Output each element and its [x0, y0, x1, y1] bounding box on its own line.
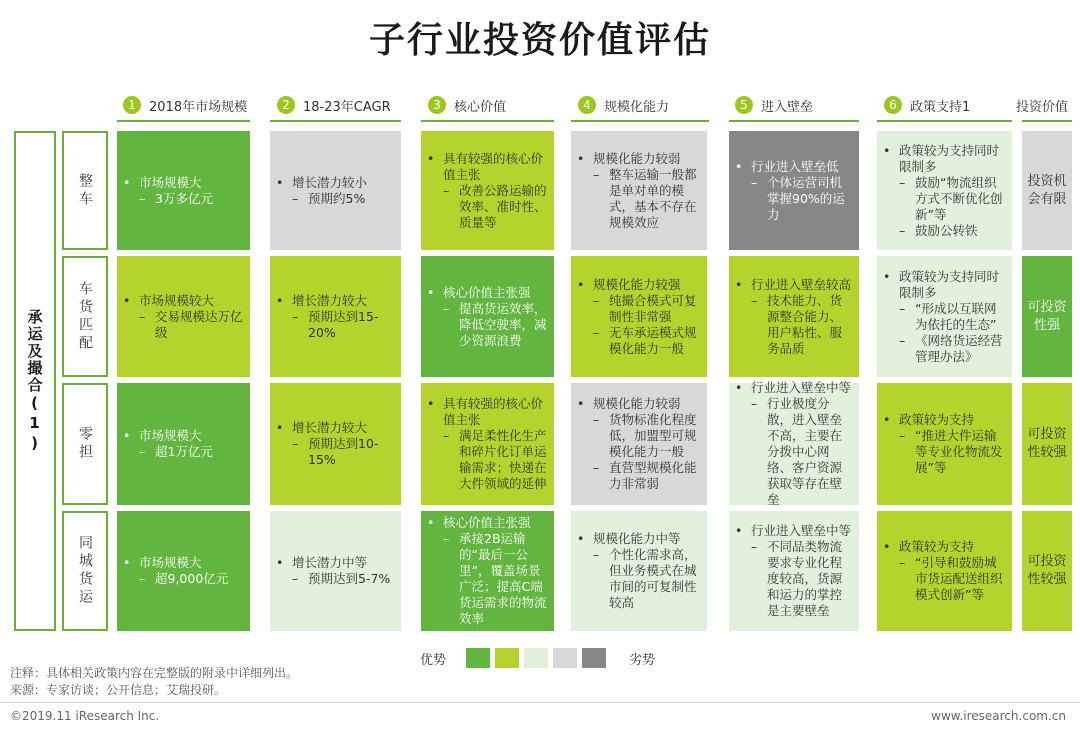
- cell-bullet-sub: [427, 531, 548, 627]
- bullet-dash: –: [443, 531, 450, 546]
- cell-main-text: 行业进入壁垒中等: [751, 523, 852, 538]
- cell-main-text: 政策较为支持: [899, 412, 975, 427]
- cell-bullet-sub: [427, 183, 548, 231]
- cell-main-text: 规模化能力中等: [593, 531, 681, 546]
- cell-main-text: 增长潜力较小: [292, 174, 368, 190]
- cell-bullet-sub: [276, 436, 395, 468]
- cell-main-text: 政策较为支持同时限制多: [899, 268, 1000, 300]
- row-label: 零担: [77, 426, 93, 462]
- assessment-cell: [877, 131, 1012, 250]
- column-header-2: [277, 92, 391, 118]
- cell-sub-text: 交易规模达万亿级: [155, 308, 243, 340]
- assessment-cell: [571, 383, 707, 505]
- legend-swatch-5: [582, 648, 606, 668]
- bullet-dot: •: [883, 268, 891, 284]
- cell-bullet-sub: [883, 428, 1006, 476]
- cell-bullet-main: [276, 555, 395, 571]
- cell-bullet-main: [577, 531, 701, 547]
- cell-bullet-sub: [735, 293, 853, 357]
- investment-value-cell: 可投资性较强: [1022, 511, 1072, 631]
- bullet-dash: –: [443, 182, 450, 198]
- cell-main-text: 市场规模大: [139, 174, 202, 190]
- cell-bullet-main: [883, 143, 1006, 175]
- page-title: 子行业投资价值评估: [368, 20, 711, 61]
- header-underline: [571, 120, 709, 122]
- legend-swatch-2: [495, 648, 519, 668]
- bullet-dash: –: [593, 547, 600, 562]
- bullet-dash: –: [139, 444, 146, 459]
- row-label-box: [62, 131, 108, 250]
- cell-bullet-main: [123, 555, 244, 571]
- column-header-label: 核心价值: [454, 99, 507, 115]
- cell-main-text: 市场规模较大: [139, 292, 215, 308]
- cell-sub-text: “引导和鼓励城市货运配送组织模式创新”等: [915, 555, 1003, 602]
- cell-bullet-sub: [735, 396, 853, 508]
- cell-main-text: 规模化能力较强: [593, 276, 681, 292]
- bullet-dot: •: [735, 276, 743, 292]
- header-underline: [421, 120, 554, 122]
- bullet-dash: –: [899, 428, 906, 443]
- cell-main-text: 增长潜力中等: [292, 555, 368, 570]
- assessment-cell: [421, 383, 554, 505]
- column-header-5: [735, 92, 813, 118]
- cell-sub-text: 不同品类物流要求专业化程度较高，货源和运力的掌控是主要壁垒: [767, 539, 843, 618]
- cell-bullet-sub: [883, 555, 1006, 603]
- cell-sub-text: 无车承运模式规模化能力一般: [609, 324, 697, 356]
- cell-main-text: 核心价值主张强: [443, 284, 531, 300]
- cell-sub-text: 个体运营司机掌握90%的运力: [767, 174, 845, 222]
- bullet-dash: –: [139, 190, 146, 206]
- bullet-dot: •: [276, 420, 284, 435]
- bullet-dash: –: [292, 190, 299, 206]
- assessment-cell: [270, 256, 401, 377]
- cell-sub-text: 超9,000亿元: [155, 571, 229, 586]
- cell-main-text: 规模化能力较弱: [593, 396, 681, 411]
- investment-value-cell: 可投资性强: [1022, 256, 1072, 377]
- cell-bullet-sub: [427, 428, 548, 492]
- column-header-label: 2018年市场规模: [149, 99, 248, 115]
- bullet-dash: –: [899, 174, 906, 190]
- column-number-badge: 4: [578, 96, 596, 114]
- bullet-dot: •: [735, 380, 743, 395]
- column-number-badge: 6: [884, 96, 902, 114]
- row-label-box: [62, 256, 108, 377]
- cell-bullet-sub: [883, 223, 1006, 239]
- cell-bullet-sub: [276, 571, 395, 587]
- cell-bullet-sub: [883, 175, 1006, 223]
- cell-bullet-sub: [577, 412, 701, 460]
- assessment-cell: [729, 380, 859, 507]
- column-header-label: 规模化能力: [604, 99, 670, 115]
- column-header-label: 进入壁垒: [761, 99, 814, 115]
- cell-bullet-sub: [123, 191, 244, 207]
- cell-sub-text: 鼓励“物流组织方式不断优化创新”等: [915, 174, 1003, 222]
- note-text: 注释：具体相关政策内容在完整版的附录中详细列出。: [10, 666, 299, 680]
- bullet-dot: •: [427, 150, 435, 166]
- cell-bullet-main: [883, 539, 1006, 555]
- bullet-dot: •: [276, 555, 284, 570]
- legend-swatch-1: [466, 648, 490, 668]
- cell-bullet-sub: [883, 333, 1006, 365]
- bullet-dash: –: [751, 396, 758, 411]
- column-header-4: [578, 92, 669, 118]
- investment-value-cell: 投资机会有限: [1022, 131, 1072, 250]
- bullet-dot: •: [735, 523, 743, 538]
- cell-main-text: 市场规模大: [139, 555, 202, 570]
- assessment-cell: [729, 256, 859, 377]
- row-label: 同城货运: [77, 535, 93, 607]
- assessment-cell: [117, 383, 250, 505]
- column-header-7: [1016, 92, 1068, 118]
- column-header-3: [428, 92, 506, 118]
- cell-sub-text: 《网络货运经营管理办法》: [915, 332, 1003, 364]
- cell-bullet-main: [276, 293, 395, 309]
- assessment-cell: [117, 131, 250, 250]
- cell-sub-text: 改善公路运输的效率、准时性、质量等: [459, 182, 547, 230]
- assessment-cell: [877, 511, 1012, 631]
- cell-main-text: 核心价值主张强: [443, 515, 531, 530]
- assessment-cell: [270, 511, 401, 631]
- bullet-dash: –: [139, 308, 146, 324]
- cell-bullet-sub: [123, 444, 244, 460]
- column-header-label: 投资价值: [1016, 99, 1069, 115]
- footer-divider: [0, 702, 1080, 703]
- cell-bullet-main: [735, 159, 853, 175]
- cell-bullet-main: [577, 151, 701, 167]
- legend: [420, 648, 655, 668]
- cell-sub-text: 预期达到5-7%: [308, 571, 391, 586]
- assessment-cell: [729, 131, 859, 250]
- legend-right-label: 劣势: [629, 652, 656, 668]
- cell-bullet-sub: [276, 191, 395, 207]
- column-number-badge: 1: [123, 96, 141, 114]
- cell-bullet-main: [735, 380, 853, 396]
- cell-main-text: 行业进入壁垒中等: [751, 380, 852, 395]
- cell-bullet-sub: [735, 539, 853, 619]
- cell-sub-text: 预期约5%: [308, 190, 366, 206]
- assessment-cell: [729, 511, 859, 631]
- side-label-box: [14, 131, 56, 631]
- bullet-dash: –: [899, 332, 906, 348]
- bullet-dot: •: [276, 174, 284, 190]
- assessment-cell: [421, 131, 554, 250]
- cell-sub-text: 预期达到10-15%: [308, 436, 379, 467]
- bullet-dot: •: [427, 284, 435, 300]
- cell-main-text: 具有较强的核心价值主张: [443, 396, 544, 427]
- cell-bullet-main: [427, 285, 548, 301]
- assessment-cell: [877, 256, 1012, 377]
- legend-swatch-4: [553, 648, 577, 668]
- column-header-6: [884, 92, 970, 118]
- bullet-dash: –: [593, 460, 600, 475]
- column-header-1: [123, 92, 247, 118]
- assessment-cell: [571, 131, 707, 250]
- bullet-dash: –: [443, 428, 450, 443]
- bullet-dash: –: [593, 412, 600, 427]
- column-number-badge: 5: [735, 96, 753, 114]
- cell-sub-text: 纯撮合模式可复制性非常强: [609, 292, 697, 324]
- bullet-dash: –: [139, 571, 146, 586]
- cell-bullet-main: [427, 151, 548, 183]
- cell-sub-text: 整车运输一般都是单对单的模式，基本不存在规模效应: [609, 166, 697, 230]
- side-label: 承运及撮合(1): [25, 308, 44, 454]
- cell-bullet-sub: [123, 571, 244, 587]
- column-number-badge: 2: [277, 96, 295, 114]
- cell-bullet-sub: [577, 167, 701, 231]
- cell-sub-text: 满足柔性化生产和碎片化订单运输需求；快递在大件领域的延伸: [459, 428, 547, 491]
- bullet-dash: –: [751, 539, 758, 554]
- row-label: 整车: [77, 172, 93, 209]
- header-underline: [1022, 120, 1072, 122]
- bullet-dot: •: [427, 396, 435, 411]
- cell-bullet-sub: [577, 293, 701, 325]
- cell-sub-text: 承接2B运输的“最后一公里”，覆盖场景广泛；提高C端货运需求的物流效率: [459, 531, 547, 626]
- bullet-dot: •: [123, 428, 131, 443]
- cell-main-text: 行业进入壁垒较高: [751, 276, 852, 292]
- cell-main-text: 行业进入壁垒低: [751, 158, 839, 174]
- cell-sub-text: 超1万亿元: [155, 444, 213, 459]
- assessment-cell: [270, 131, 401, 250]
- bullet-dot: •: [123, 555, 131, 570]
- bullet-dot: •: [577, 150, 585, 166]
- bullet-dash: –: [899, 222, 906, 238]
- cell-sub-text: “推进大件运输等专业化物流发展”等: [915, 428, 1003, 475]
- bullet-dash: –: [593, 324, 600, 340]
- bullet-dash: –: [292, 308, 299, 324]
- cell-bullet-main: [276, 420, 395, 436]
- cell-bullet-sub: [577, 325, 701, 357]
- bullet-dot: •: [123, 292, 131, 308]
- cell-bullet-sub: [123, 309, 244, 341]
- bullet-dot: •: [577, 531, 585, 546]
- bullet-dash: –: [899, 555, 906, 570]
- assessment-cell: [571, 256, 707, 377]
- assessment-cell: [877, 383, 1012, 505]
- cell-main-text: 政策较为支持: [899, 539, 975, 554]
- legend-left-label: 优势: [420, 652, 447, 668]
- row-label-box: [62, 511, 108, 631]
- assessment-cell: [117, 511, 250, 631]
- cell-sub-text: 3万多亿元: [155, 190, 213, 206]
- cell-bullet-main: [427, 515, 548, 531]
- column-header-label: 政策支持1: [910, 99, 971, 115]
- header-underline: [877, 120, 1012, 122]
- bullet-dash: –: [751, 292, 758, 308]
- assessment-cell: [117, 256, 250, 377]
- bullet-dash: –: [899, 300, 906, 316]
- cell-sub-text: 技术能力、货源整合能力、用户粘性、服务品质: [767, 292, 843, 356]
- header-underline: [729, 120, 859, 122]
- cell-bullet-main: [883, 412, 1006, 428]
- bullet-dash: –: [292, 436, 299, 451]
- cell-bullet-main: [883, 269, 1006, 301]
- assessment-cell: [421, 511, 554, 631]
- cell-bullet-sub: [577, 547, 701, 611]
- bullet-dot: •: [276, 292, 284, 308]
- bullet-dot: •: [577, 276, 585, 292]
- assessment-cell: [421, 256, 554, 377]
- cell-bullet-sub: [427, 301, 548, 349]
- header-underline: [117, 120, 250, 122]
- bullet-dot: •: [883, 412, 891, 427]
- row-label-box: [62, 383, 108, 505]
- cell-bullet-main: [123, 428, 244, 444]
- bullet-dash: –: [593, 166, 600, 182]
- footer-website: www.iresearch.com.cn: [931, 709, 1066, 723]
- assessment-cell: [571, 511, 707, 631]
- cell-bullet-sub: [735, 175, 853, 223]
- footer-copyright: ©2019.11 iResearch Inc.: [10, 709, 160, 723]
- cell-sub-text: 货物标准化程度低，加盟型可规模化能力一般: [609, 412, 697, 459]
- cell-bullet-main: [735, 523, 853, 539]
- row-label: 车货匹配: [77, 280, 93, 353]
- cell-sub-text: 鼓励公转铁: [915, 222, 978, 238]
- bullet-dash: –: [593, 292, 600, 308]
- source-text: 来源：专家访谈；公开信息；艾瑞投研。: [10, 683, 227, 697]
- bullet-dash: –: [443, 300, 450, 316]
- assessment-cell: [270, 383, 401, 505]
- bullet-dot: •: [883, 539, 891, 554]
- cell-main-text: 市场规模大: [139, 428, 202, 443]
- cell-bullet-main: [276, 175, 395, 191]
- cell-sub-text: 提高货运效率，降低空驶率，减少资源浪费: [459, 300, 547, 348]
- cell-sub-text: 预期达到15-20%: [308, 308, 379, 340]
- column-header-label: 18-23年CAGR: [303, 99, 391, 115]
- cell-bullet-main: [123, 175, 244, 191]
- bullet-dot: •: [123, 174, 131, 190]
- cell-sub-text: 直营型规模化能力非常弱: [609, 460, 697, 491]
- legend-swatch-3: [524, 648, 548, 668]
- column-number-badge: 3: [428, 96, 446, 114]
- bullet-dash: –: [751, 174, 758, 190]
- cell-main-text: 增长潜力较大: [292, 292, 368, 308]
- cell-main-text: 具有较强的核心价值主张: [443, 150, 544, 182]
- cell-main-text: 政策较为支持同时限制多: [899, 142, 1000, 174]
- bullet-dot: •: [883, 142, 891, 158]
- cell-sub-text: 个性化需求高，但业务模式在城市间的可复制性较高: [609, 547, 697, 610]
- header-underline: [270, 120, 401, 122]
- investment-value-cell: 可投资性较强: [1022, 383, 1072, 505]
- bullet-dash: –: [292, 571, 299, 586]
- cell-bullet-main: [735, 277, 853, 293]
- cell-main-text: 增长潜力较大: [292, 420, 368, 435]
- cell-main-text: 规模化能力较弱: [593, 150, 681, 166]
- cell-bullet-sub: [883, 301, 1006, 333]
- cell-bullet-main: [427, 396, 548, 428]
- cell-bullet-main: [123, 293, 244, 309]
- cell-bullet-main: [577, 277, 701, 293]
- bullet-dot: •: [427, 515, 435, 530]
- cell-bullet-sub: [577, 460, 701, 492]
- bullet-dot: •: [735, 158, 743, 174]
- cell-sub-text: “形成以互联网为依托的生态”: [915, 300, 997, 332]
- bullet-dot: •: [577, 396, 585, 411]
- cell-bullet-sub: [276, 309, 395, 341]
- cell-bullet-main: [577, 396, 701, 412]
- cell-sub-text: 行业极度分散，进入壁垒不高，主要在分拨中心网络、客户资源获取等存在壁垒: [767, 396, 843, 507]
